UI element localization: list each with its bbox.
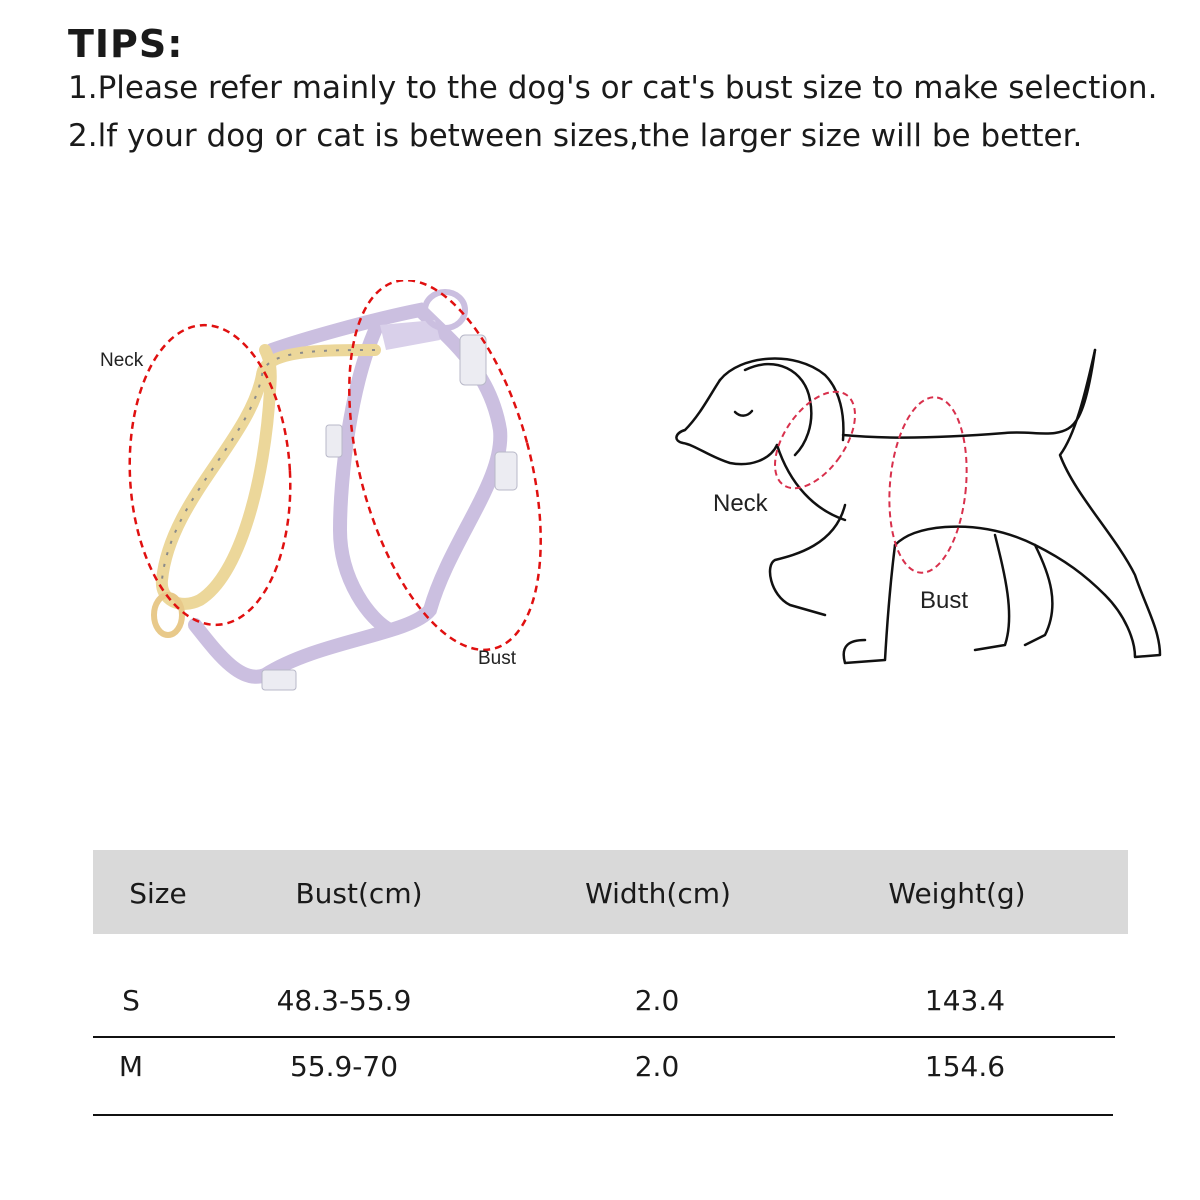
header-width: Width(cm) <box>585 877 731 910</box>
dog-illustration <box>665 345 1175 675</box>
header-bust: Bust(cm) <box>295 877 423 910</box>
tip-line-2: 2.lf your dog or cat is between sizes,the larger size will be better. <box>68 118 1083 154</box>
table-bottom-rule <box>93 1114 1113 1116</box>
cell-size: S <box>122 984 140 1017</box>
header-weight: Weight(g) <box>888 877 1026 910</box>
cell-bust: 55.9-70 <box>289 1050 399 1083</box>
table-row <box>93 1036 1128 1102</box>
harness-neck-label: Neck <box>100 350 144 371</box>
harness-illustration <box>90 280 560 710</box>
cell-width: 2.0 <box>634 1050 680 1083</box>
cell-weight: 143.4 <box>924 984 1006 1017</box>
harness-bust-label: Bust <box>478 648 517 669</box>
dog-neck-label: Neck <box>713 490 768 517</box>
table-row <box>93 970 1128 1036</box>
cell-size: M <box>118 1050 144 1083</box>
header-size: Size <box>129 877 187 910</box>
cell-bust: 48.3-55.9 <box>276 984 412 1017</box>
cell-width: 2.0 <box>634 984 680 1017</box>
dog-bust-label: Bust <box>920 587 969 614</box>
tips-title: TIPS: <box>68 22 184 66</box>
tip-line-1: 1.Please refer mainly to the dog's or cat's bust size to make selection. <box>68 70 1158 106</box>
size-table <box>93 850 1128 1102</box>
cell-weight: 154.6 <box>924 1050 1006 1083</box>
table-header-row <box>93 850 1128 934</box>
